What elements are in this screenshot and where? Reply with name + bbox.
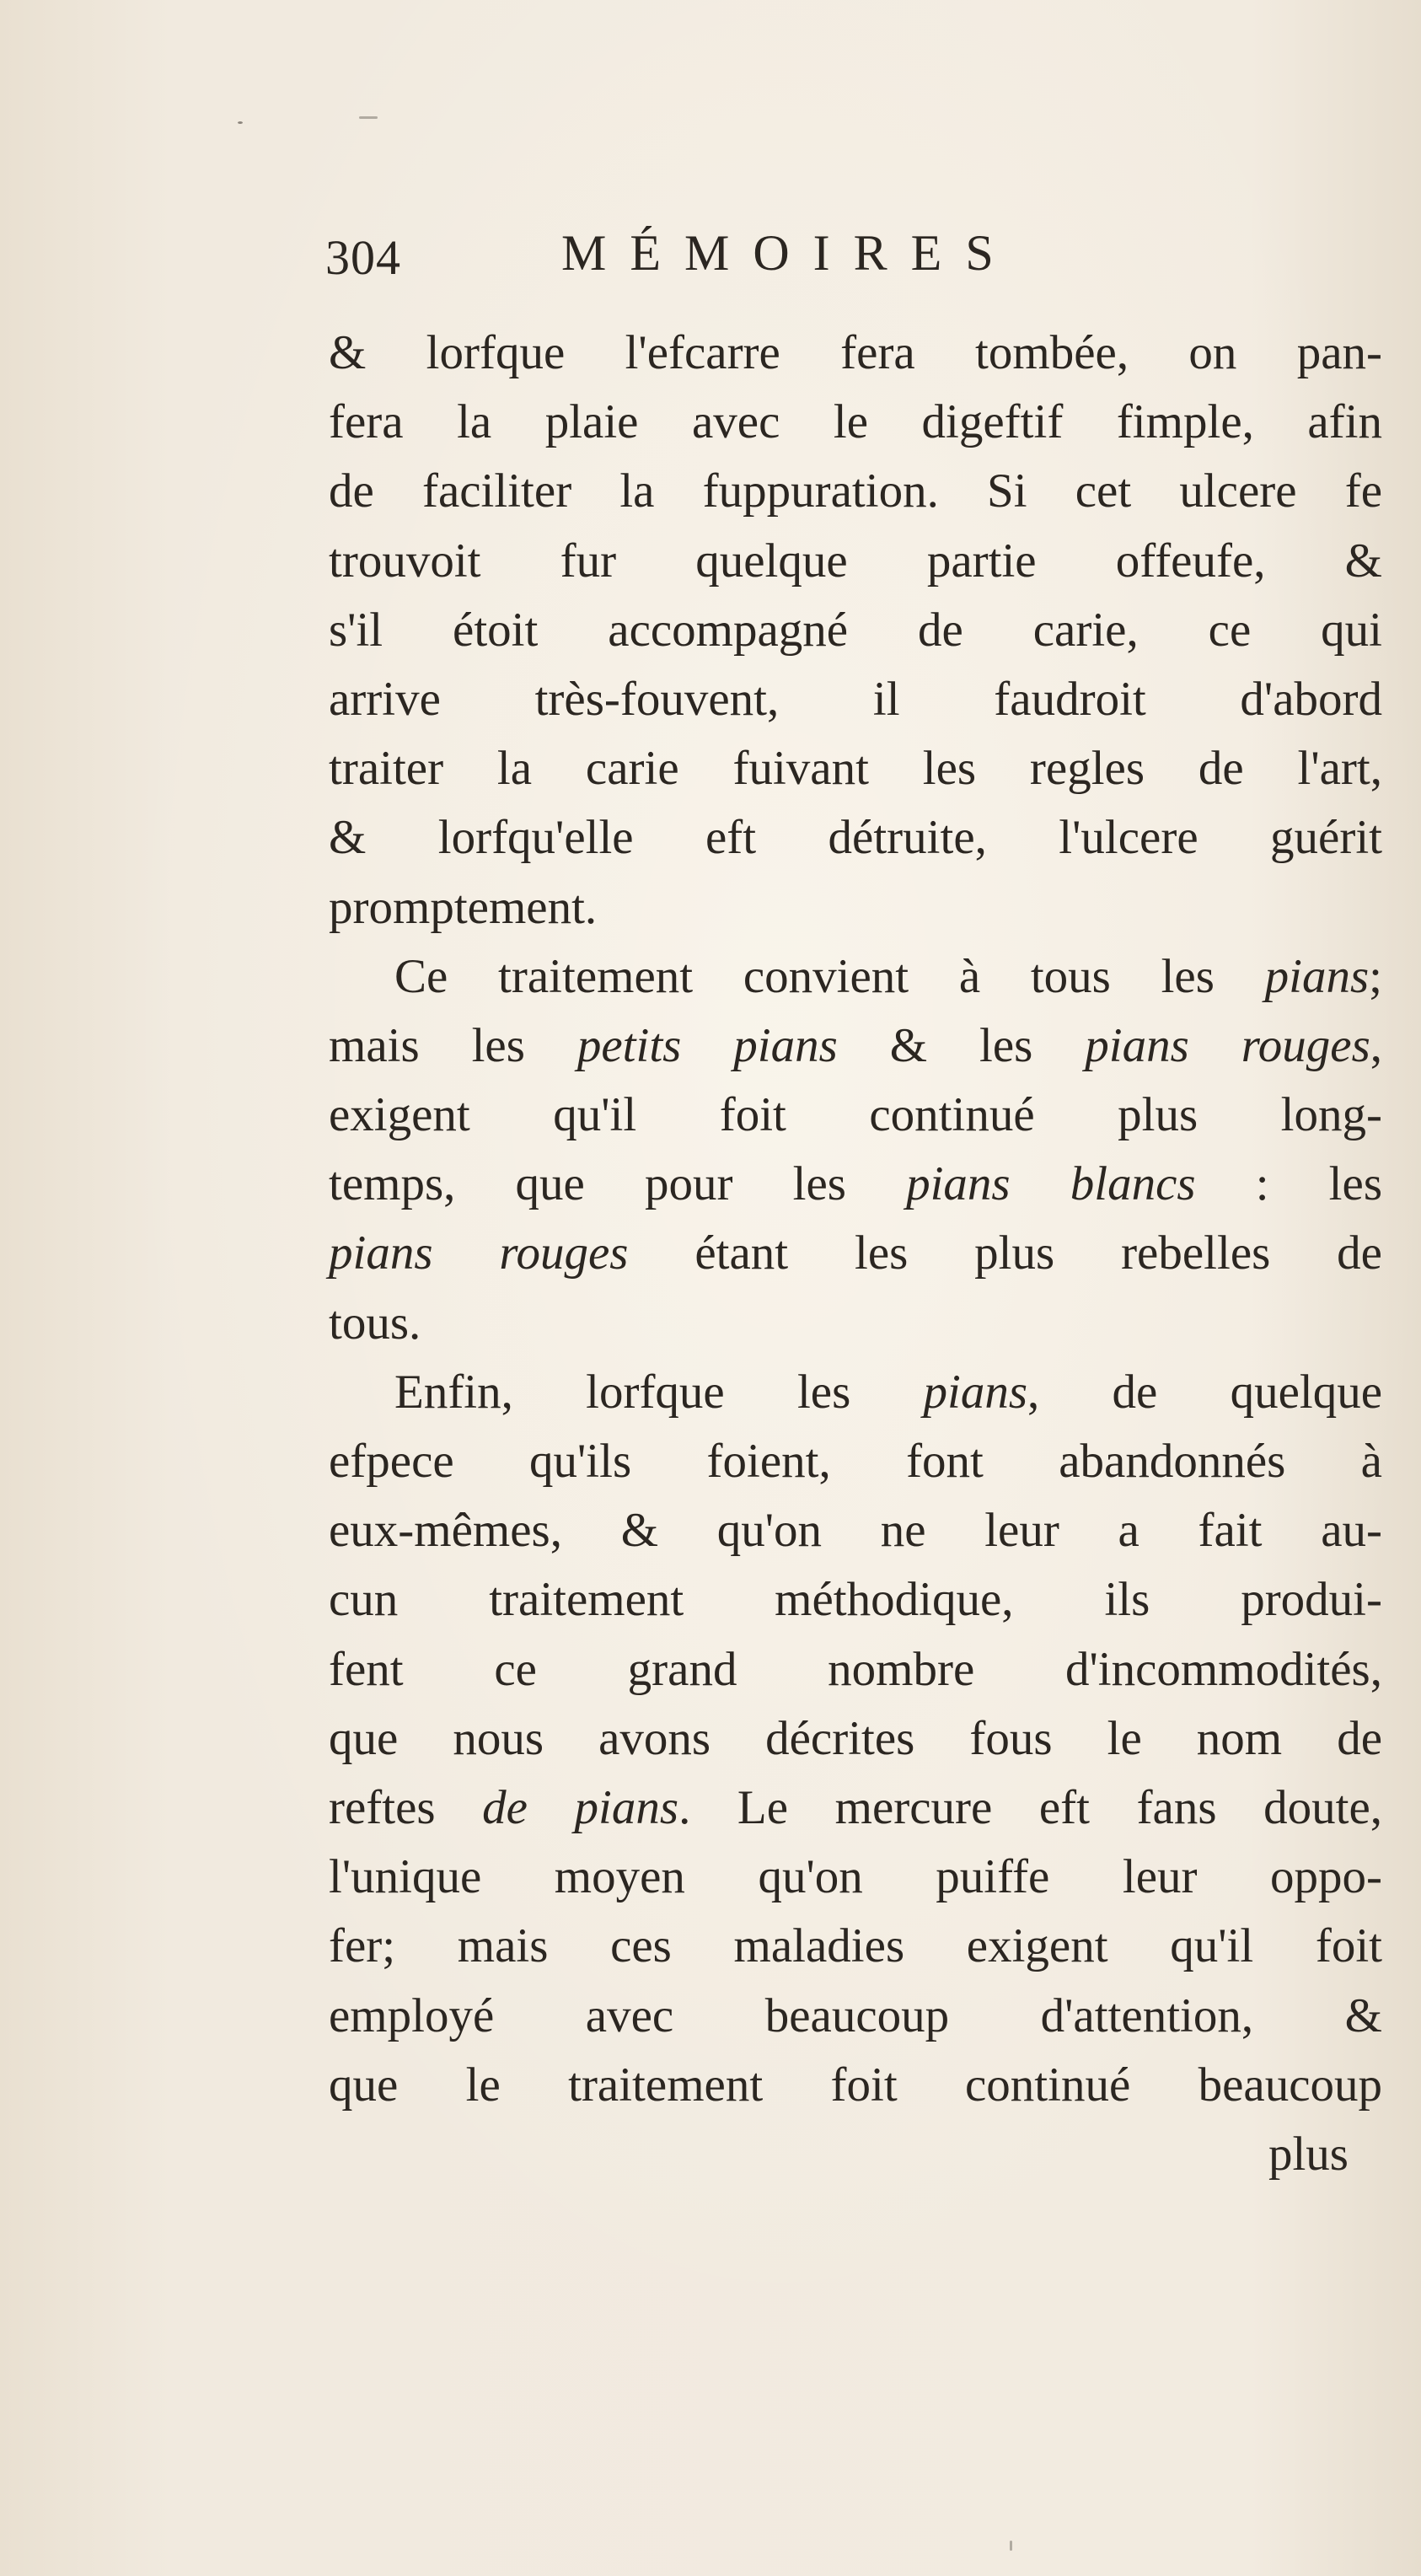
text-line <box>329 1427 1382 1496</box>
text-line <box>329 1289 1382 1358</box>
ink-speck <box>1010 2541 1012 2551</box>
text-segment: , <box>1370 1018 1382 1072</box>
italic-term: de pians <box>482 1780 679 1834</box>
text-line <box>329 1150 1382 1219</box>
text-segment: l'unique moyen qu'on puiffe leur oppo- <box>329 1850 1382 1904</box>
text-segment: Enfin, lorfque les <box>394 1365 924 1419</box>
text-line <box>329 665 1382 734</box>
running-title: MÉMOIRES <box>561 225 1017 281</box>
text-segment: étant les plus rebelles de <box>628 1226 1382 1280</box>
text-line <box>329 527 1382 596</box>
italic-term: pians rouges <box>1085 1018 1370 1072</box>
ink-speck <box>359 116 378 119</box>
italic-term: petits pians <box>576 1018 838 1072</box>
text-line <box>329 457 1382 526</box>
text-segment: fera la plaie avec le digeftif fimple, afin <box>329 395 1382 449</box>
text-line <box>329 596 1382 665</box>
text-line <box>329 1358 1382 1427</box>
text-segment: s'il étoit accompagné de carie, ce qui <box>329 603 1382 657</box>
page-number: 304 <box>325 230 401 285</box>
text-segment: promptement. <box>329 880 598 934</box>
text-line <box>329 1774 1382 1843</box>
text-segment: efpece qu'ils foient, font abandonnés à <box>329 1435 1382 1488</box>
text-line <box>329 734 1382 803</box>
text-segment: ; <box>1369 949 1382 1003</box>
text-line <box>329 873 1382 942</box>
text-segment: Ce traitement convient à tous les <box>394 949 1265 1003</box>
text-segment: trouvoit fur quelque partie offeufe, & <box>329 534 1382 588</box>
text-line <box>329 319 1382 388</box>
text-segment: cun traitement méthodique, ils produi- <box>329 1573 1382 1627</box>
text-segment: : les <box>1195 1157 1382 1211</box>
text-segment: & les <box>837 1018 1086 1072</box>
body-text <box>329 319 1382 2189</box>
text-segment: fer; mais ces maladies exigent qu'il foit <box>329 1919 1382 1973</box>
text-line <box>329 1912 1382 1981</box>
text-line <box>329 1219 1382 1288</box>
text-segment: , de quelque <box>1027 1365 1382 1419</box>
ink-speck <box>238 121 243 124</box>
text-line <box>329 1982 1382 2051</box>
text-line <box>329 1081 1382 1150</box>
italic-term: pians <box>1264 949 1370 1003</box>
text-line <box>329 1704 1382 1774</box>
text-segment: & lorfque l'efcarre fera tombée, on pan- <box>329 326 1382 379</box>
text-line <box>329 1635 1382 1704</box>
text-line <box>329 388 1382 457</box>
italic-term: pians blancs <box>906 1157 1196 1211</box>
italic-term: pians <box>923 1365 1028 1419</box>
text-segment: que nous avons décrites fous le nom de <box>329 1711 1382 1765</box>
text-segment: traiter la carie fuivant les regles de l'art, <box>329 742 1382 796</box>
text-segment: de faciliter la fuppuration. Si cet ulcere fe <box>329 464 1382 518</box>
text-line <box>329 1565 1382 1634</box>
text-segment: eux-mêmes, & qu'on ne leur a fait au- <box>329 1504 1382 1558</box>
page-header <box>325 225 1168 305</box>
text-segment: fent ce grand nombre d'incommodités, <box>329 1642 1382 1696</box>
catchword: plus <box>1268 2127 1349 2181</box>
text-line <box>329 2051 1382 2120</box>
italic-term: pians rouges <box>329 1226 629 1280</box>
text-segment: exigent qu'il foit continué plus long- <box>329 1088 1382 1142</box>
text-line <box>329 1496 1382 1565</box>
text-segment: mais les <box>329 1018 577 1072</box>
text-line <box>329 1012 1382 1081</box>
text-line <box>329 942 1382 1012</box>
text-segment: . Le mercure eft fans doute, <box>678 1780 1382 1834</box>
text-segment: temps, que pour les <box>329 1157 907 1211</box>
text-segment: que le traitement foit continué beaucoup <box>329 2058 1382 2112</box>
text-segment: reftes <box>329 1780 483 1834</box>
text-line <box>329 803 1382 872</box>
text-segment: employé avec beaucoup d'attention, & <box>329 1988 1382 2042</box>
text-line <box>329 1843 1382 1912</box>
text-segment: tous. <box>329 1296 421 1350</box>
text-segment: arrive très-fouvent, il faudroit d'abord <box>329 672 1382 726</box>
text-segment: & lorfqu'elle eft détruite, l'ulcere guérit <box>329 811 1382 865</box>
